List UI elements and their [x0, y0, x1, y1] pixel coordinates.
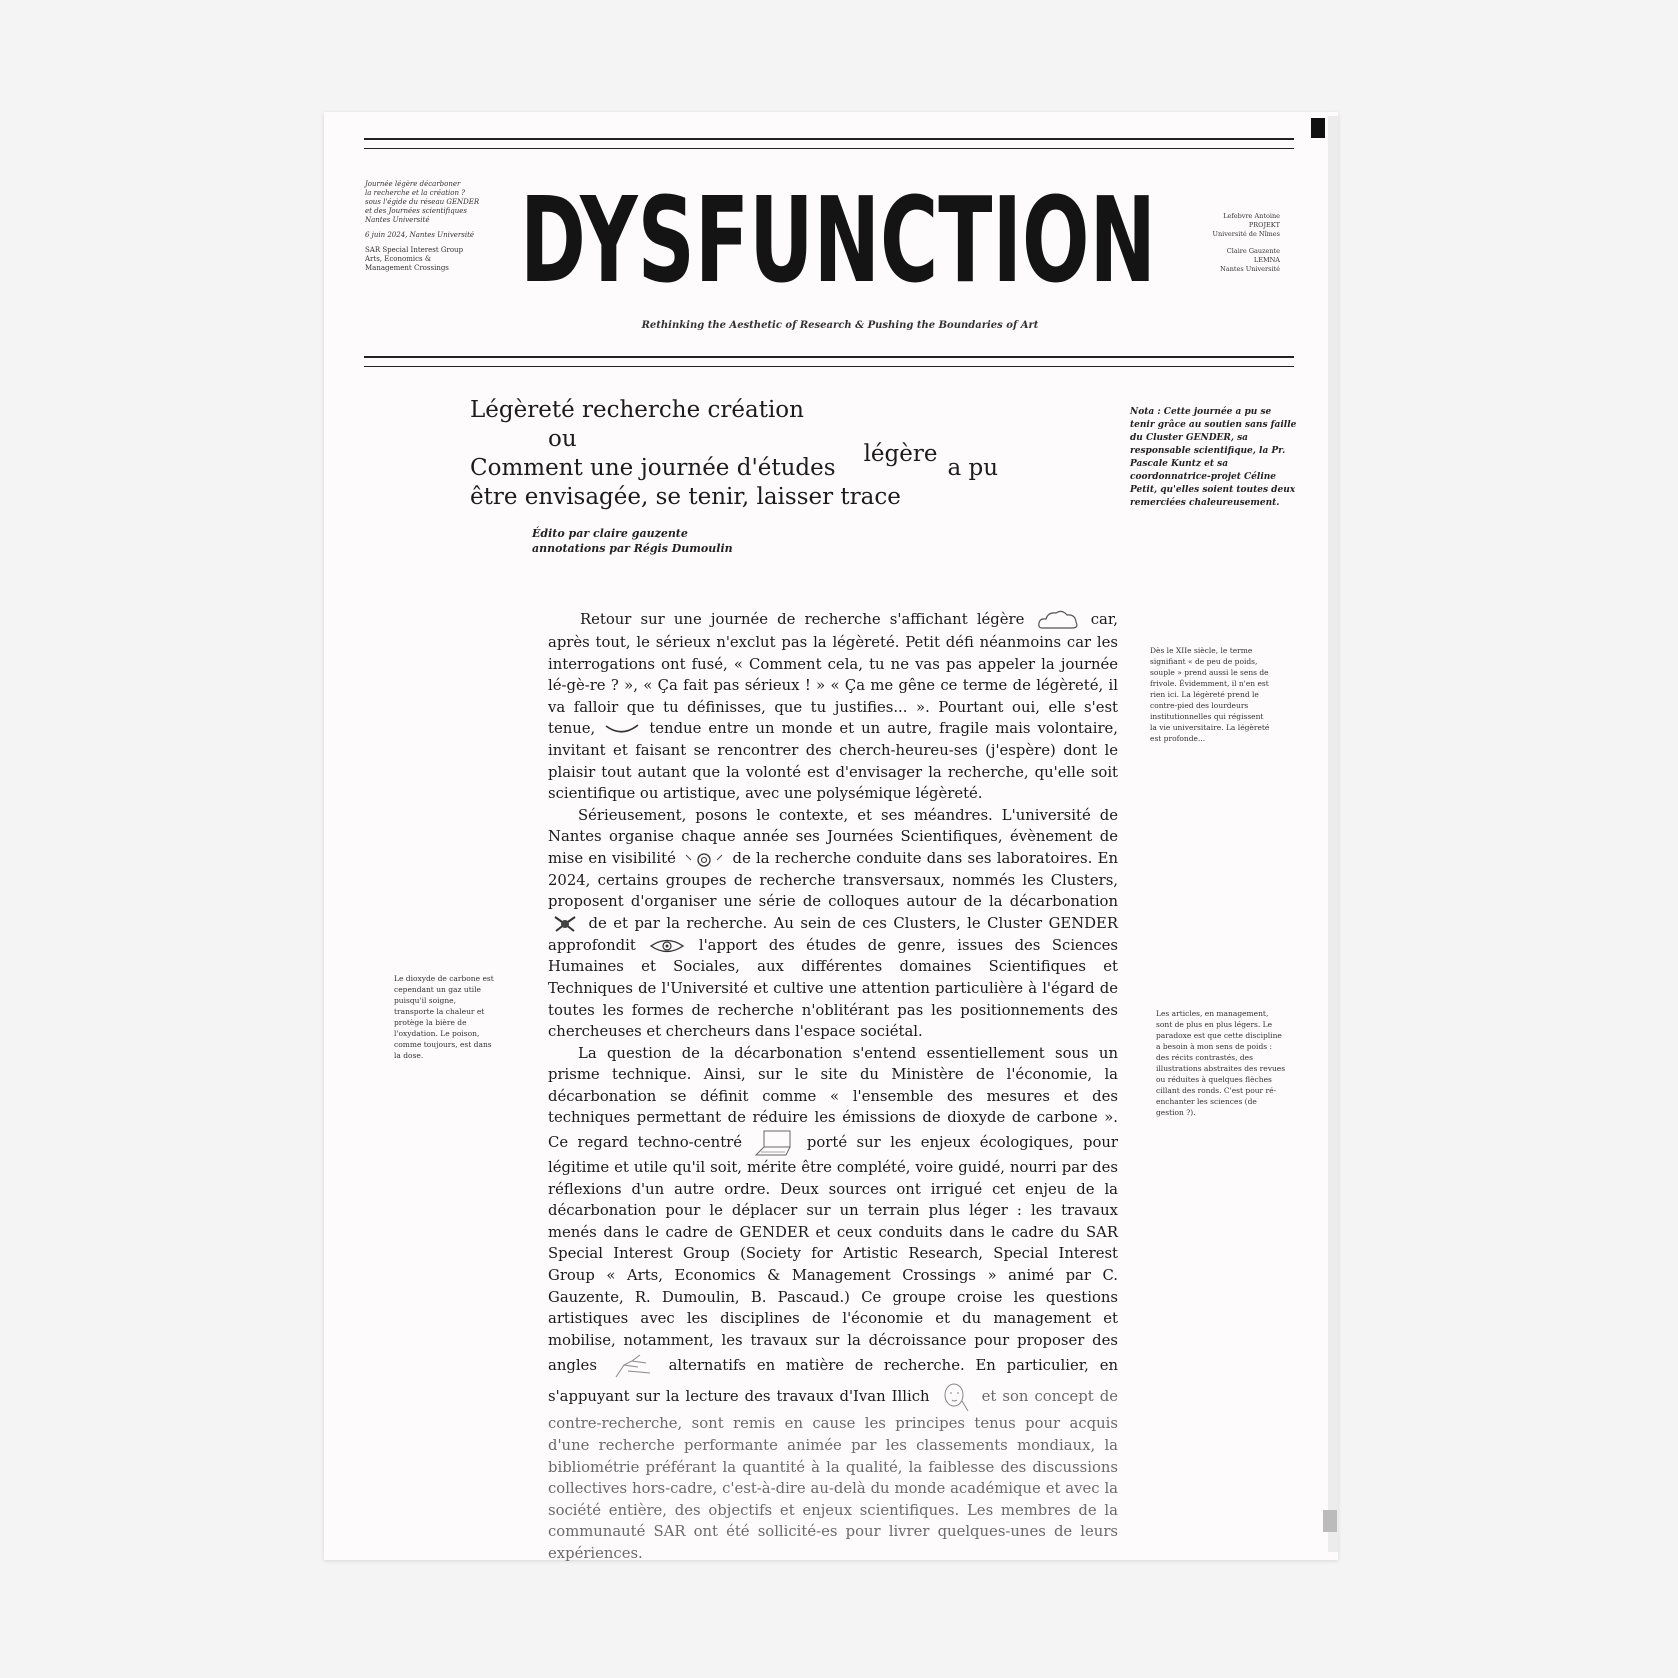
masthead-left-line: et des Journées scientifiques [365, 207, 467, 215]
paragraph-text: porté sur les enjeux écologiques, pour légitime et utile qu'il soit, mérite être complété, voire guidé, nourri par des réflexions d'un autre ordre. Deux sources ont irrigué cet enjeu de la décarbonation pour le déplacer sur un terrain plus léger : les travaux menés dans le cadre de GENDER et ceux conduits dans le cadre du SAR Special Interest Group (Society for Artistic Research, Special Interest Group « Arts, Economics & Management Crossings » animé par C. Gauzente, R. Dumoulin, B. Pascaud.) Ce groupe croise les questions artistiques avec les disciplines de l'économie et du management et mobilise, notamment, les travaux sur la décroissance pour proposer des angles [548, 1134, 1118, 1375]
smile-curve-icon [604, 722, 640, 736]
author-lab: LEMNA [1253, 256, 1280, 264]
author-university: Université de Nîmes [1212, 230, 1280, 238]
masthead-date: 6 juin 2024, Nantes Université [365, 231, 475, 239]
masthead-left-line: sous l'égide du réseau GENDER [365, 198, 480, 206]
logo-text: DYSFUNCTION [520, 175, 1156, 297]
paragraph-text: tendue entre un monde et un autre, fragile mais volontaire, invitant et faisant se rencontrer des cherch-heureu-ses (j'espère) dont le plaisir tout autant que la volonté est d'envisager la recherche, qu'elle soit scientifique ou artistique, avec une polysémique légèreté. [548, 720, 1118, 803]
laptop-icon [753, 1129, 795, 1157]
sidenote: Dès le XIIe siècle, le terme signifiant « de peu de poids, souple » prend aussi le sens de frivole. Évidemment, il n'en est rien ici. La légèreté prend le contre-pied des lourdeurs institutionnelles qui régissent la vie universitaire. La légèreté est profonde... [1150, 646, 1270, 743]
paragraph-text: Sérieusement, posons le contexte, et ses méandres. L'université de Nantes organise chaque année ses Journées Scientifiques, évènement de mise en visibilité [548, 806, 1118, 867]
title-line: a pu [947, 455, 999, 481]
tagline: Rethinking the Aesthetic of Research & Pushing the Boundaries of Art [641, 320, 1039, 331]
hand-sketch-icon [610, 1351, 656, 1381]
paragraph-text: de et par la recherche. Au sein de ces Clusters, le Cluster GENDER approfondit [548, 914, 1118, 954]
masthead-top-rule [364, 138, 1294, 149]
sidenote: Le dioxyde de carbone est cependant un gaz utile puisqu'il soigne, transporte la chaleur et protège la bière de l'oxydation. Le poison, comme toujours, est dans la dose. [394, 974, 494, 1060]
paragraph [548, 805, 1118, 1043]
author-lab: PROJEKT [1248, 221, 1280, 229]
masthead-group-line: Management Crossings [365, 264, 449, 272]
paragraph-text: alternatifs en matière de recherche. En particulier, en s'appuyant sur la lecture des travaux d'Ivan Illich [548, 1357, 1118, 1406]
byline [532, 526, 782, 556]
paragraph [548, 1043, 1118, 1565]
title-line: être envisagée, se tenir, laisser trace [470, 484, 901, 510]
portrait-sketch-icon [938, 1381, 974, 1413]
byline-annotations: annotations par Régis Dumoulin [532, 542, 733, 555]
corner-mark [1311, 118, 1325, 138]
paragraph-text: l'apport des études de genre, issues des Sciences Humaines et Sociales, aux différentes domaines Scientifiques et Techniques de l'Université et cultive une attention particulière à l'égard de toutes les formes de recherche n'oblitérant pas les positionnements des chercheuses et chercheurs dans l'espace sociétal. [548, 936, 1118, 1041]
paragraph-text: La question de la décarbonation s'entend essentiellement sous un prisme technique. Ainsi, sur le site du Ministère de l'économie, la décarbonation se définit comme « l'ensemble des mesures et des techniques permettant de réduire les émissions de dioxyde de carbone ». Ce regard techno-centré [548, 1044, 1118, 1152]
masthead-group-line: Arts, Economics & [365, 255, 432, 263]
bottom-corner-mark [1323, 1510, 1337, 1532]
title-superscript: légère [863, 441, 938, 467]
paragraph-text: et son concept de contre-recherche, sont remis en cause les principes tenus pour acquis d'une recherche performante animée par les classements mondiaux, la bibliométrie préférant la quantité à la qualité, la faiblesse des discussions collectives hors-cadre, c'est-à-dire au-delà du monde académique et avec la société entière, des objectifs et enjeux scientifiques. Les membres de la communauté SAR ont été sollicité-es pour livrer quelques-unes de leurs expériences. [548, 1388, 1118, 1562]
sheet-edge [1328, 116, 1338, 1552]
nota-note: Nota : Cette journée a pu se tenir grâce au soutien sans faille du Cluster GENDER, sa responsable scientifique, la Pr. Pascale Kuntz et sa coordonnatrice-projet Céline Petit, qu'elles soient toutes deux remerciées chaleureusement. [1130, 407, 1297, 508]
sidenote: Les articles, en management, sont de plus en plus légers. Le paradoxe est que cette discipline a besoin à mon sens de poids : des récits contrastés, des illustrations abstraites des revues ou réduites à quelques flèches cillant des ronds. C'est pour ré-enchanter les sciences (de gestion ?). [1156, 1009, 1286, 1117]
title-line: Légèreté recherche création [470, 397, 804, 423]
masthead-right-info [1170, 212, 1280, 282]
paragraph-text: de la recherche conduite dans ses laboratoires. En 2024, certains groupes de recherche transversaux, nommés les Clusters, proposent d'organiser une série de colloques autour de la décarbonation [548, 849, 1118, 911]
flower-sketch-icon [550, 913, 580, 935]
masthead-bottom-rule [364, 356, 1294, 367]
author-name: Claire Gauzente [1226, 247, 1280, 255]
masthead-left-line: Nantes Université [365, 216, 430, 224]
author-university: Nantes Université [1220, 265, 1280, 273]
masthead-left-line: la recherche et la création ? [365, 189, 465, 197]
byline-editor: Édito par claire gauzente [532, 527, 688, 540]
author-name: Lefebvre Antoine [1223, 212, 1280, 220]
paragraph-text: Retour sur une journée de recherche s'affichant légère [580, 611, 1025, 628]
paragraph [548, 608, 1118, 805]
paragraph-text: car, après tout, le sérieux n'exclut pas la légèreté. Petit défi néanmoins car les interrogations ont fusé, « Comment cela, tu ne vas pas appeler la journée lé-gè-re ? », « Ça fait pas sérieux ! » « Ça me gêne ce terme de légèreté, il va falloir que tu définisses, que tu justifies... ». Pourtant oui, elle s'est tenue, [548, 611, 1118, 738]
eye-icon [649, 937, 685, 955]
title-line: Comment une journée d'études [470, 455, 836, 481]
eye-at-icon [683, 850, 725, 868]
masthead-left-line: Journée légère décarboner [365, 180, 461, 188]
article-body [548, 608, 1118, 1565]
masthead-group-line: SAR Special Interest Group [365, 246, 464, 254]
title-line: ou [548, 426, 577, 452]
cloud-icon [1036, 608, 1080, 632]
article-title [470, 396, 1030, 512]
masthead-left-info [365, 180, 495, 279]
dysfunction-logo [516, 175, 1160, 297]
